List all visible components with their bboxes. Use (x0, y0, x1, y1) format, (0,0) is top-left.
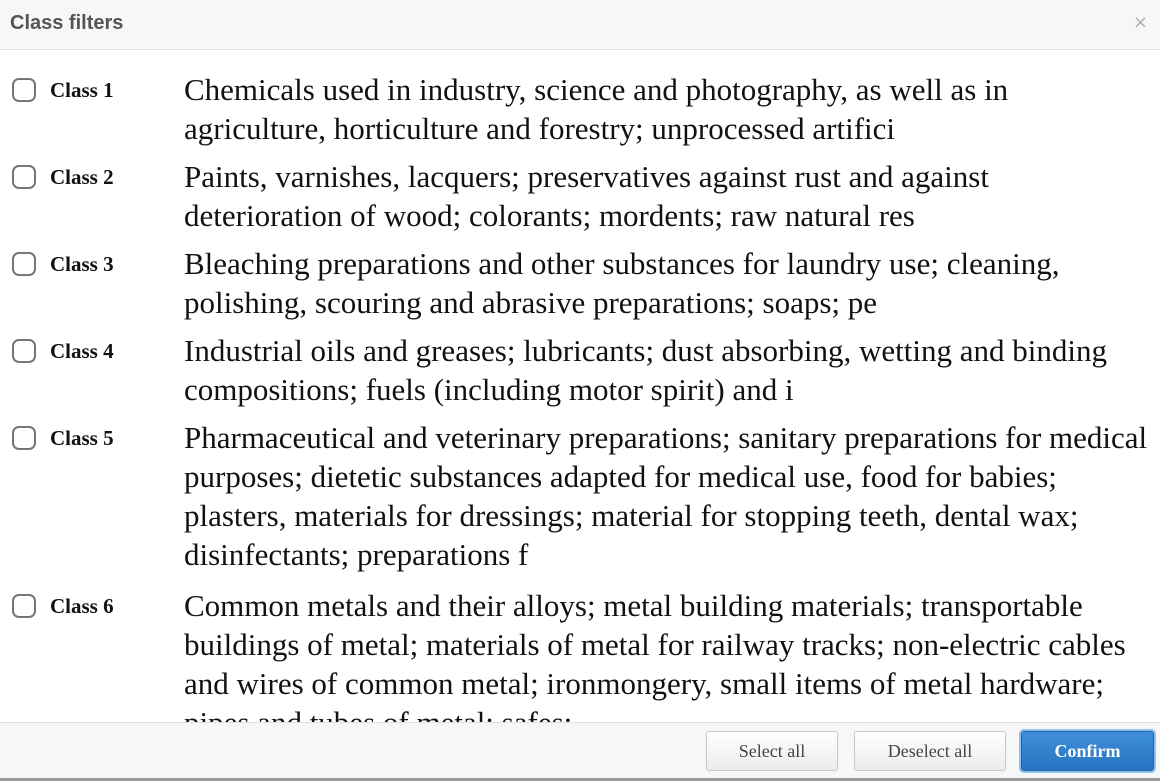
class-label[interactable]: Class 4 (50, 339, 114, 363)
dialog-title: Class filters (10, 12, 124, 34)
close-icon[interactable]: × (1132, 12, 1148, 33)
class-description: Paints, varnishes, lacquers; preservatives against rust and against deterioration of wood; colorants; mordents; raw natural res (184, 159, 989, 233)
select-all-button[interactable]: Select all (706, 731, 838, 771)
class-description: Industrial oils and greases; lubricants; dust absorbing, wetting and binding compositions; fuels (including motor spirit) and i (184, 333, 1107, 407)
deselect-all-button[interactable]: Deselect all (854, 731, 1006, 771)
class-checkbox[interactable] (12, 426, 36, 450)
dialog-header (0, 0, 1160, 50)
dialog-footer (0, 722, 1160, 778)
class-checkbox[interactable] (12, 165, 36, 189)
class-checkbox[interactable] (12, 78, 36, 102)
class-description: Pharmaceutical and veterinary preparations; sanitary preparations for medical purposes; dietetic substances adapted for medical use, food for babies; plasters, materials for dressings; material for stopping teeth, dental wax; disinfectants; preparations f (184, 420, 1148, 572)
class-description: Common metals and their alloys; metal building materials; transportable buildings of metal; materials of metal for railway tracks; non-electric cables and wires of common metal; ironmongery, small items of metal hardware; (184, 588, 1126, 701)
class-label[interactable]: Class 1 (50, 78, 114, 102)
class-label[interactable]: Class 5 (50, 426, 114, 450)
class-label[interactable]: Class 2 (50, 165, 114, 189)
class-checkbox[interactable] (12, 594, 36, 618)
class-list[interactable] (0, 51, 1160, 722)
class-label[interactable]: Class 6 (50, 594, 114, 618)
class-checkbox[interactable] (12, 252, 36, 276)
class-description: Chemicals used in industry, science and photography, as well as in agriculture, horticulture and forestry; unprocessed artifici (184, 72, 1009, 146)
confirm-button[interactable]: Confirm (1021, 731, 1154, 771)
class-description: Bleaching preparations and other substances for laundry use; cleaning, polishing, scouring and abrasive preparations; soaps; pe (184, 246, 1060, 320)
class-checkbox[interactable] (12, 339, 36, 363)
class-label[interactable]: Class 3 (50, 252, 114, 276)
